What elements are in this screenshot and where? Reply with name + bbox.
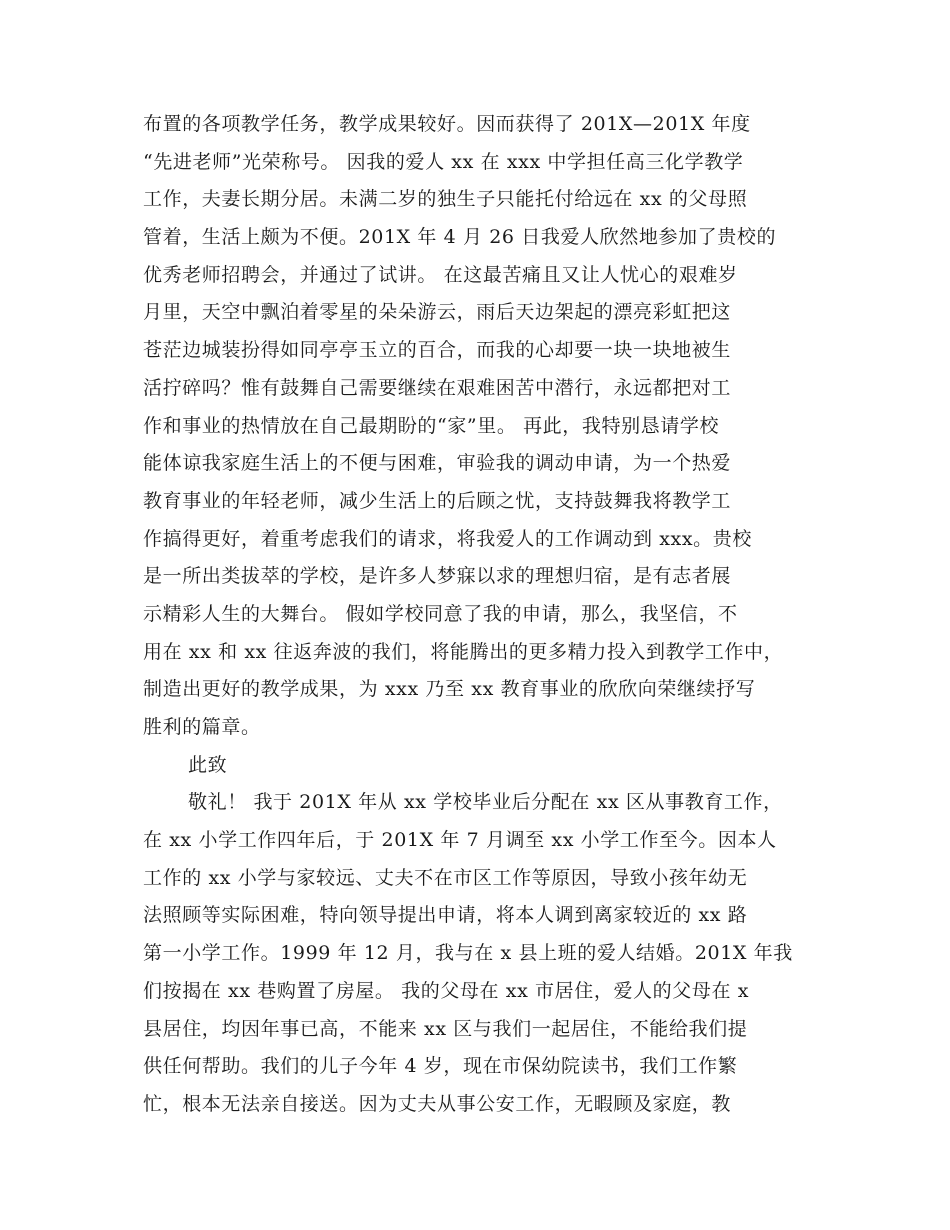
- text-line: 用在 xx 和 xx 往返奔波的我们，将能腾出的更多精力投入到教学工作中，: [143, 640, 784, 663]
- text-line: 示精彩人生的大舞台。 假如学校同意了我的申请，那么，我坚信，不: [143, 602, 738, 625]
- text-line: 工作，夫妻长期分居。未满二岁的独生子只能托付给远在 xx 的父母照: [143, 188, 748, 211]
- text-line: 供任何帮助。我们的儿子今年 4 岁，现在市保幼院读书，我们工作繁: [143, 1055, 738, 1078]
- letter-body: [143, 106, 843, 1124]
- text-line: 活拧碎吗？惟有鼓舞自己需要继续在艰难困苦中潜行，永远都把对工: [143, 376, 732, 399]
- text-line: 是一所出类拔萃的学校，是许多人梦寐以求的理想归宿，是有志者展: [143, 565, 732, 588]
- text-line: 制造出更好的教学成果，为 xxx 乃至 xx 教育事业的欣欣向荣继续抒写: [143, 678, 756, 701]
- text-line: 县居住，均因年事已高，不能来 xx 区与我们一起居住，不能给我们提: [143, 1017, 748, 1040]
- text-line: “先进老师”光荣称号。 因我的爱人 xx 在 xxx 中学担任高三化学教学: [143, 150, 744, 173]
- text-line: 苍茫边城装扮得如同亭亭玉立的百合，而我的心却要一块一块地被生: [143, 339, 732, 362]
- text-line: 作和事业的热情放在自己最期盼的“家”里。 再此，我特别恳请学校: [143, 414, 720, 437]
- text-line: 教育事业的年轻老师，减少生活上的后顾之忧，支持鼓舞我将教学工: [143, 489, 732, 512]
- text-line: 们按揭在 xx 巷购置了房屋。 我的父母在 xx 市居住，爱人的父母在 x: [143, 979, 750, 1002]
- text-line: 法照顾等实际困难，特向领导提出申请，将本人调到离家较近的 xx 路: [143, 904, 748, 927]
- text-line: 作搞得更好，着重考虑我们的请求，将我爱人的工作调动到 xxx。贵校: [143, 527, 752, 550]
- text-line: 在 xx 小学工作四年后，于 201X 年 7 月调至 xx 小学工作至今。因本人: [143, 829, 777, 852]
- text-line: 能体谅我家庭生活上的不便与困难，审验我的调动申请，为一个热爱: [143, 452, 732, 475]
- text-line: 工作的 xx 小学与家较远、丈夫不在市区工作等原因，导致小孩年幼无: [143, 866, 748, 889]
- text-line: 月里，天空中飘泊着零星的朵朵游云，雨后天边架起的漂亮彩虹把这: [143, 301, 732, 324]
- text-line: 胜利的篇章。: [143, 716, 261, 738]
- salutation-regards: 敬礼！ 我于 201X 年从 xx 学校毕业后分配在 xx 区从事教育工作，: [188, 791, 783, 814]
- text-line: 忙，根本无法亲自接送。因为丈夫从事公安工作，无暇顾及家庭，教: [143, 1092, 732, 1115]
- text-line: 第一小学工作。1999 年 12 月，我与在 x 县上班的爱人结婚。201X 年我: [143, 942, 793, 965]
- salutation-closing: 此致: [188, 753, 228, 776]
- text-line: 优秀老师招聘会，并通过了试讲。 在这最苦痛且又让人忧心的艰难岁: [143, 263, 738, 286]
- text-line: 布置的各项教学任务，教学成果较好。因而获得了 201X—201X 年度: [143, 113, 751, 135]
- text-line: 管着，生活上颇为不便。201X 年 4 月 26 日我爱人欣然地参加了贵校的: [143, 226, 777, 249]
